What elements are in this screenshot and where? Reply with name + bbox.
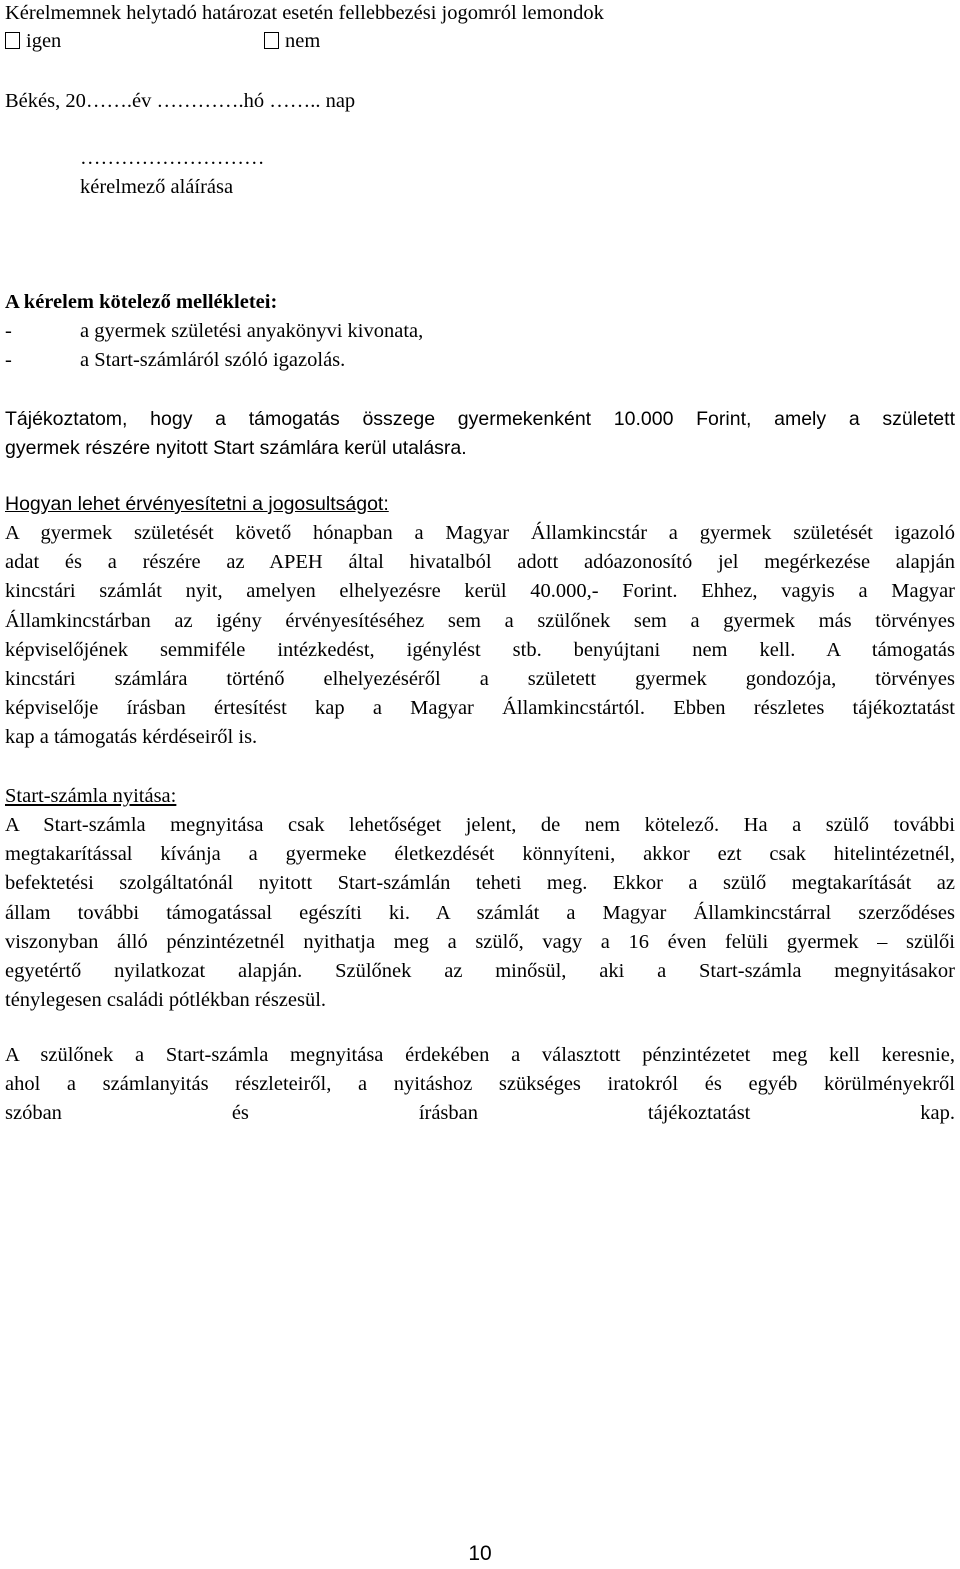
attachment-item [5,347,345,373]
paragraph-line: állam további támogatással egészíti ki. A számlát a Magyar Államkincstárral szerződéses [5,901,955,924]
paragraph-line: kap a támogatás kérdéseiről is. [5,726,258,749]
signature-label: kérelmező aláírása [80,176,234,198]
paragraph-line: A Start-számla megnyitása csak lehetőséget jelent, de nem kötelező. Ha a szülő további [5,814,955,836]
waiver-options [5,28,321,54]
attachment-text: a gyermek születési anyakönyvi kivonata, [80,320,424,342]
paragraph-line: megtakarítással kívánja a gyermeke életkezdését könnyíteni, akkor ezt csak hitelintézetnél, [5,843,955,866]
paragraph-line: Államkincstárban az igény érvényesítéséhez sem a szülőnek sem a gyermek más törvényes [5,609,955,632]
paragraph-line: egyetértő nyilatkozat alapján. Szülőnek az minősül, aki a Start-számla megnyitásakor [5,959,955,982]
attachment-item [5,318,423,344]
attachment-text: a Start-számláról szóló igazolás. [80,349,346,371]
signature-dots: ……………………… [80,147,265,169]
appeal-waiver-statement: Kérelmemnek helytadó határozat esetén fellebbezési jogomról lemondok [5,2,604,24]
paragraph-line: kincstári számlát nyit, amelyen elhelyezésre kerül 40.000,- Forint. Ehhez, vagyis a Magyar [5,580,955,603]
option-no[interactable] [264,28,320,54]
section-validation-body [5,519,955,753]
paragraph-line: ahol a számlanyitás részleteiről, a nyitáshoz szükséges iratokról és egyéb körülményekről [5,1073,955,1096]
paragraph-line: képviselőjének semmiféle intézkedést, igénylést stb. benyújtani nem kell. A támogatás [5,638,955,661]
paragraph-line: A gyermek születését követő hónapban a Magyar Államkincstár a gyermek születését igazoló [5,522,955,544]
attachment-dash: - [5,349,12,371]
info-paragraph [5,405,955,463]
section-bank-contact-body [5,1041,955,1129]
attachment-dash: - [5,320,12,342]
attachments-title: A kérelem kötelező mellékletei: [5,291,278,313]
paragraph-line: befektetési szolgáltatónál nyitott Start-számlán teheti meg. Ekkor a szülő megtakarítását az [5,872,955,895]
section-heading-validation: Hogyan lehet érvényesítetni a jogosultságot: [5,493,389,515]
page-number: 10 [468,1542,492,1565]
option-yes[interactable] [5,30,61,52]
checkbox-yes[interactable] [5,32,20,49]
paragraph-line: képviselője írásban értesítést kap a Magyar Államkincstártól. Ebben részletes tájékoztatást [5,697,955,720]
section-start-account-body [5,811,955,1015]
date-line: Békés, 20…….év ………….hó …….. nap [5,90,356,112]
paragraph-line: ténylegesen családi pótlékban részesül. [5,989,327,1012]
option-no-label: nem [285,30,321,52]
option-yes-label: igen [26,30,62,52]
section-heading-start-account: Start-számla nyitása: [5,785,177,807]
paragraph-line: Tájékoztatom, hogy a támogatás összege gyermekenként 10.000 Forint, amely a született [5,408,955,430]
paragraph-line: adat és a részére az APEH által hivatalból adott adóazonosító jel megérkezése alapján [5,551,955,574]
paragraph-line: gyermek részére nyitott Start számlára kerül utalásra. [5,437,467,460]
paragraph-line: kincstári számlára történő elhelyezéséről a született gyermek gondozója, törvényes [5,667,955,690]
paragraph-line: szóban és írásban tájékoztatást kap. [5,1102,955,1125]
checkbox-no[interactable] [264,32,279,49]
paragraph-line: viszonyban álló pénzintézetnél nyithatja meg a szülő, vagy a 16 éven felüli gyermek – szülői [5,930,955,953]
paragraph-line: A szülőnek a Start-számla megnyitása érdekében a választott pénzintézetet meg kell keresnie, [5,1044,955,1066]
